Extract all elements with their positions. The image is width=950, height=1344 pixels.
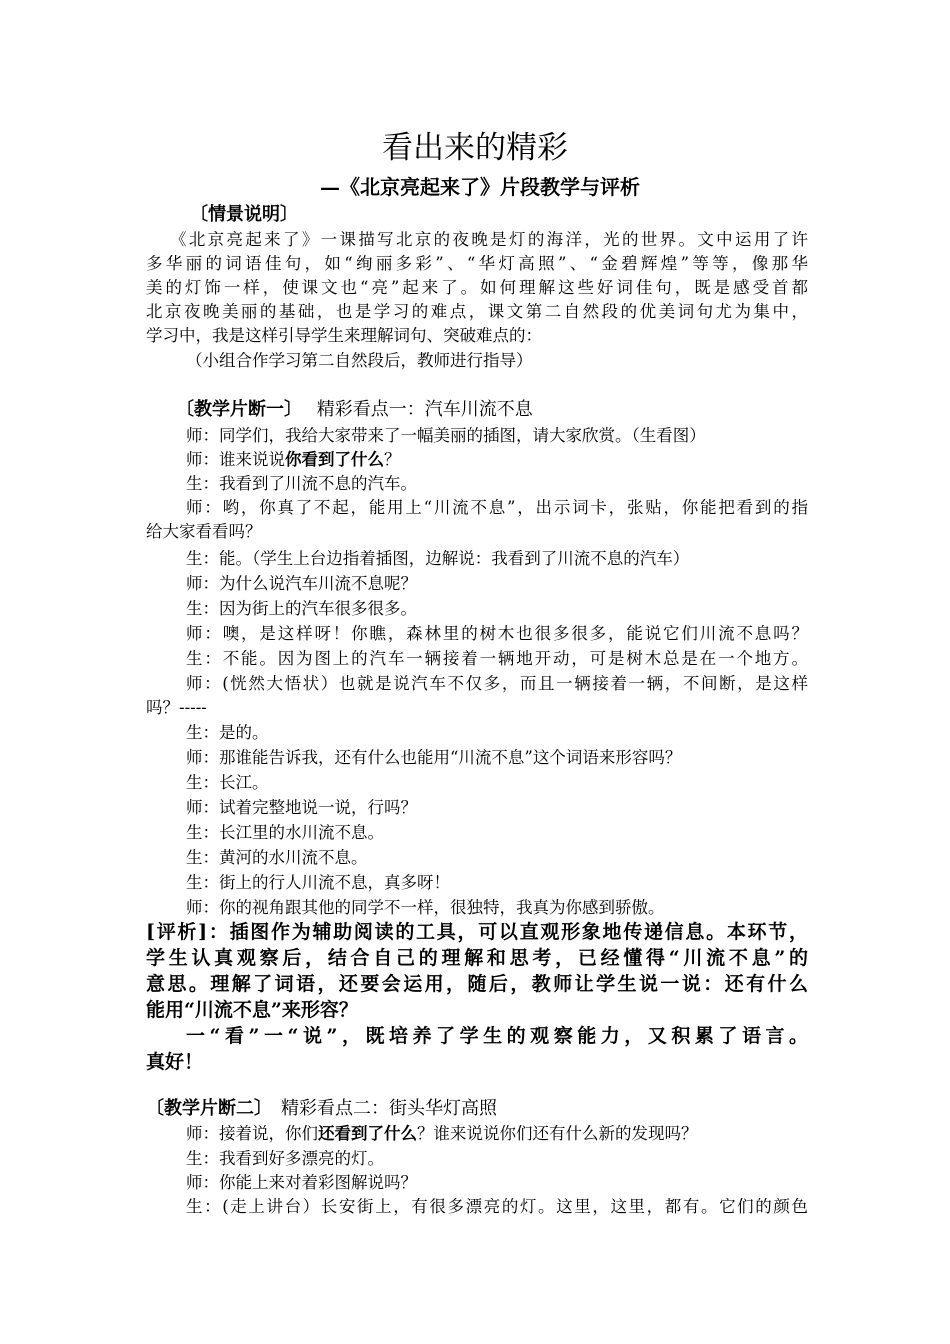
text-line: 生：不能。因为图上的汽车一辆接着一辆地开动，可是树木总是在一个地方。 [186,649,808,668]
text-line: 〔情景说明〕 [190,204,298,225]
text-line: 吗？----- [146,698,207,717]
text-line: 真好！ [146,1051,204,1073]
text-line: （小组合作学习第二自然段后，教师进行指导） [186,351,533,370]
text-line: 〔教学片断二〕 精彩看点二：街头华灯高照 [146,1098,497,1119]
text-line: 师：那谁能告诉我，还有什么也能用“川流不息”这个词语来形容吗？ [186,748,682,767]
text-line: 美的灯饰一样，使课文也“亮”起来了。如何理解这些好词佳句，既是感受首都 [146,278,808,297]
text-line: 学生认真观察后，结合自己的理解和思考，已经懂得“川流不息”的 [146,947,808,969]
text-line: 北京夜晚美丽的基础，也是学习的难点，课文第二自然段的优美词句尤为集中， [146,302,808,321]
page-title: 看出来的精彩 [382,130,568,166]
text-line: 师：你的视角跟其他的同学不一样，很独特，我真为你感到骄傲。 [186,898,665,917]
text-line: 能用“川流不息”来形容？ [146,999,358,1021]
text-line: 生：长江。 [186,773,269,792]
text-line: 生：(走上讲台）长安街上，有很多漂亮的灯。这里，这里，都有。它们的颜色 [186,1197,808,1216]
text-line: 生：能。（学生上台边指着插图，边解说：我看到了川流不息的汽车） [186,549,690,568]
text-line: 生：我看到好多漂亮的灯。 [186,1149,384,1168]
text-line: 一“看”一“说”，既培养了学生的观察能力，又积累了语言。 [186,1025,808,1047]
text-line: 师：谁来说说你看到了什么？ [186,450,401,469]
text-line: 《北京亮起来了》一课描写北京的夜晚是灯的海洋，光的世界。文中运用了许 [170,230,808,249]
text-line: 给大家看看吗？ [146,522,262,541]
text-line: 师：噢，是这样呀！你瞧，森林里的树木也很多很多，能说它们川流不息吗？ [186,624,808,643]
text-line: 生：是的。 [186,723,269,742]
text-line: 生：长江里的水川流不息。 [186,823,384,842]
bold-text: 还看到了什么 [318,1124,417,1143]
text-line: [评析]：插图作为辅助阅读的工具，可以直观形象地传递信息。本环节， [146,921,808,943]
text-line: 生：街上的行人川流不息，真多呀！ [186,873,450,892]
text-line: 学习中，我是这样引导学生来理解词句、突破难点的： [146,326,542,345]
bold-text: 〔教学片断一〕 [176,399,293,420]
text-line: 生：我看到了川流不息的汽车。 [186,474,417,493]
text-line: 师：哟，你真了不起，能用上“川流不息”，出示词卡，张贴，你能把看到的指 [186,498,808,517]
text-line: 〔教学片断一〕 精彩看点一：汽车川流不息 [176,399,533,420]
text-line: 师：为什么说汽车川流不息呢？ [186,574,417,593]
page-subtitle: —《北京亮起来了》片段教学与评析 [320,175,640,199]
text-line: 师：试着完整地说一说，行吗？ [186,798,417,817]
bold-text: 你看到了什么 [285,450,384,469]
text-line: 生：因为街上的汽车很多很多。 [186,599,417,618]
bold-text: 〔教学片断二〕 [146,1098,263,1119]
text-line: 意思。理解了词语，还要会运用，随后，教师让学生说一说：还有什么 [146,973,808,995]
text-line: 生：黄河的水川流不息。 [186,848,368,867]
text-line: 师：接着说，你们还看到了什么？谁来说说你们还有什么新的发现吗？ [186,1124,698,1143]
text-line: 多华丽的词语佳句，如“绚丽多彩”、“华灯高照”、“金碧辉煌”等等，像那华 [146,254,808,273]
text-line: 师：你能上来对着彩图解说吗？ [186,1173,417,1192]
text-line: 师：(恍然大悟状）也就是说汽车不仅多，而且一辆接着一辆，不间断，是这样 [186,674,808,693]
text-line: 师：同学们，我给大家带来了一幅美丽的插图，请大家欣赏。（生看图） [186,426,706,445]
